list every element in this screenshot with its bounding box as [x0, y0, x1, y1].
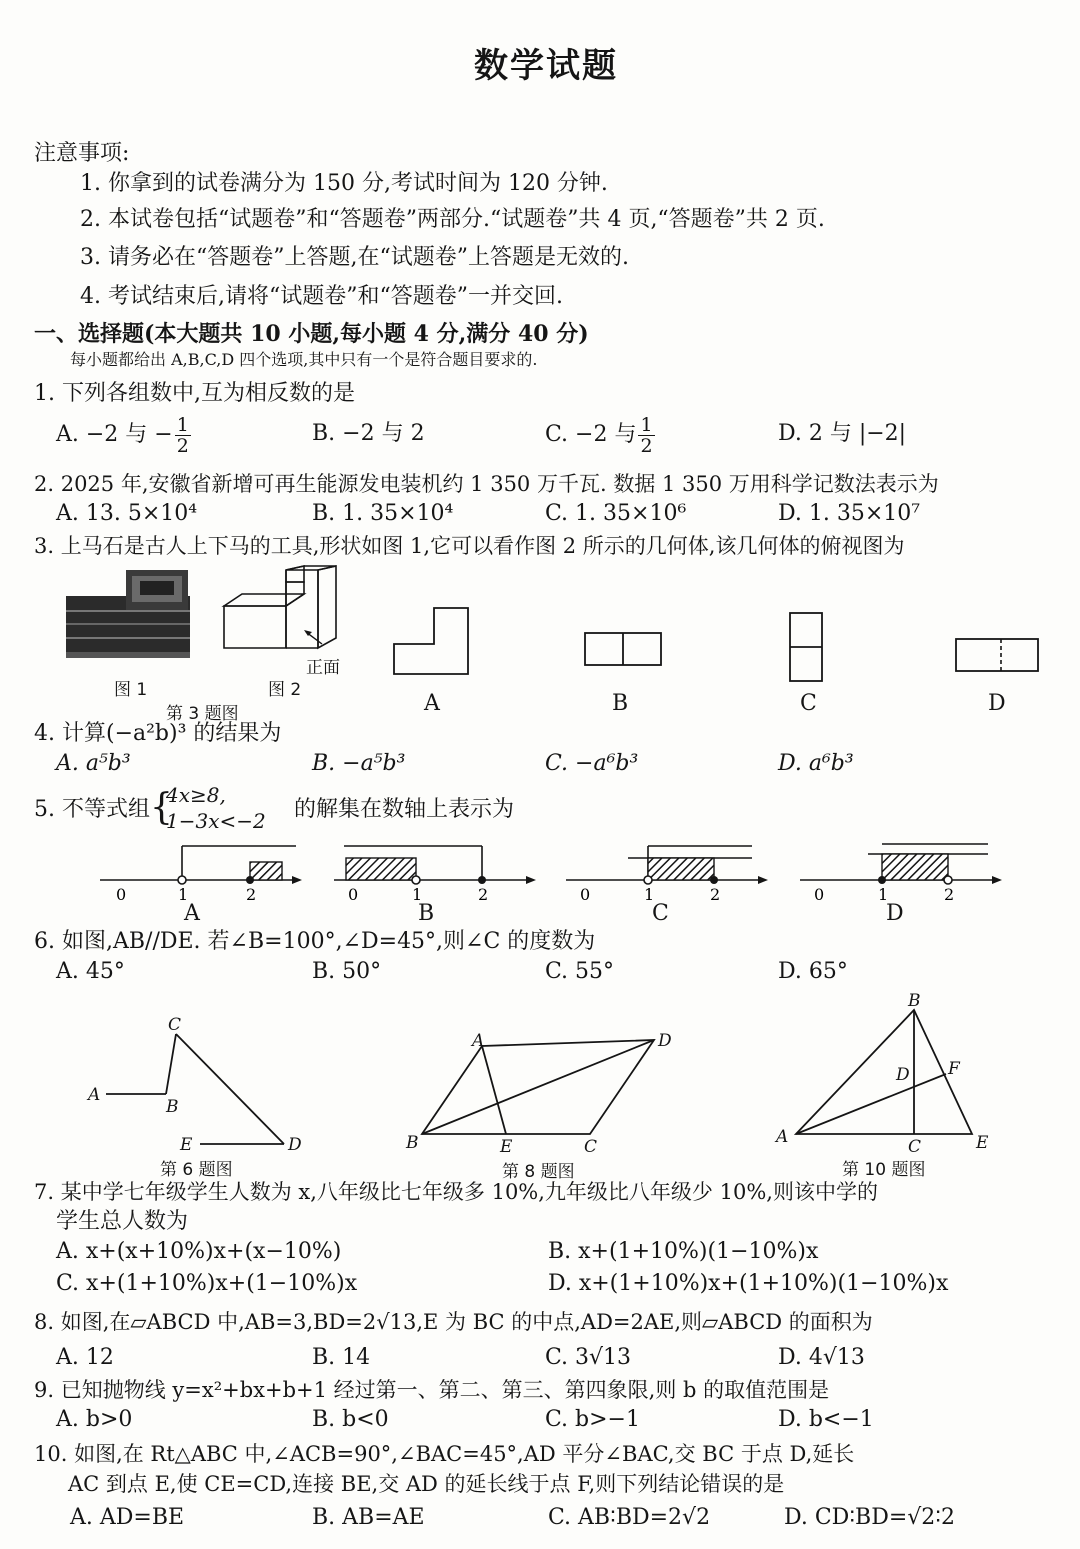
q5c-tick-0: 0: [580, 885, 591, 904]
q8-label-e: E: [500, 1137, 513, 1157]
q7-option-c: C. x+(1+10%)x+(1−10%)x: [56, 1271, 358, 1296]
q5d-tick-0: 0: [814, 885, 825, 904]
q8-option-d: D. 4√13: [778, 1345, 865, 1370]
q2-option-a: A. 13. 5×10⁴: [56, 501, 198, 526]
q3-label-a: A: [424, 691, 440, 716]
q6-label-a: A: [88, 1085, 101, 1105]
q7-stem-2: 学生总人数为: [56, 1209, 189, 1234]
q5a-tick-1: 1: [178, 885, 189, 904]
q8-stem: 8. 如图,在▱ABCD 中,AB=3,BD=2√13,E 为 BC 的中点,AD=2AE,则▱ABCD 的面积为: [34, 1310, 873, 1334]
q10-label-c: C: [908, 1137, 922, 1157]
q6-label-e: E: [180, 1135, 193, 1155]
q7-option-a: A. x+(x+10%)x+(x−10%): [56, 1239, 342, 1264]
q3-view-a: [390, 604, 474, 680]
q6-stem: 6. 如图,AB//DE. 若∠B=100°,∠D=45°,则∠C 的度数为: [34, 929, 596, 954]
q9-option-b: B. b<0: [312, 1407, 389, 1432]
q4-stem: 4. 计算(−a²b)³ 的结果为: [34, 721, 282, 746]
q6-option-a: A. 45°: [56, 959, 125, 984]
q5b-tick-2: 2: [478, 885, 489, 904]
section-instruction: 每小题都给出 A,B,C,D 四个选项,其中只有一个是符合题目要求的.: [70, 350, 538, 369]
q2-option-b: B. 1. 35×10⁴: [312, 501, 454, 526]
q10-caption: 第 10 题图: [842, 1160, 926, 1180]
q6-figure: [84, 1010, 314, 1160]
q5d-tick-2: 2: [944, 885, 955, 904]
note-item-4: 4. 考试结束后,请将“试题卷”和“答题卷”一并交回.: [80, 284, 563, 309]
q5-label-c: C: [652, 901, 669, 926]
q10-stem-1: 10. 如图,在 Rt△ABC 中,∠ACB=90°,∠BAC=45°,AD 平分∠BAC,交 BC 于点 D,延长: [34, 1442, 855, 1466]
q5-label-a: A: [184, 901, 200, 926]
q8-caption: 第 8 题图: [502, 1162, 575, 1182]
q1-stem: 1. 下列各组数中,互为相反数的是: [34, 381, 355, 406]
q8-label-a: A: [472, 1031, 485, 1051]
q6-option-c: C. 55°: [545, 959, 615, 984]
q5-label-b: B: [418, 901, 435, 926]
q5a-tick-0: 0: [116, 885, 127, 904]
q4-option-a: A. a⁵b³: [56, 751, 131, 776]
q1-option-c: C. −2 与 $\frac{1}{2}$: [545, 413, 653, 457]
horse-stone-photo: [66, 566, 190, 662]
q1-option-d: D. 2 与 |−2|: [778, 421, 907, 446]
q8-option-c: C. 3√13: [545, 1345, 632, 1370]
q10-label-b: B: [908, 991, 921, 1011]
q5-line-2: 1−3x<−2: [166, 809, 266, 833]
q6-option-d: D. 65°: [778, 959, 848, 984]
q5c-tick-2: 2: [710, 885, 721, 904]
q5-post: 的解集在数轴上表示为: [294, 797, 515, 822]
q6-option-b: B. 50°: [312, 959, 382, 984]
q5a-tick-2: 2: [246, 885, 257, 904]
q3-label-d: D: [988, 691, 1006, 716]
q7-option-d: D. x+(1+10%)x+(1+10%)(1−10%)x: [548, 1271, 949, 1296]
q3-view-d: [953, 636, 1043, 676]
q5-numberline-c: [562, 838, 772, 906]
q2-stem: 2. 2025 年,安徽省新增可再生能源发电装机约 1 350 万千瓦. 数据 1 350 万用科学记数法表示为: [34, 472, 939, 496]
q3-label-b: B: [612, 691, 629, 716]
q9-option-d: D. b<−1: [778, 1407, 874, 1432]
note-item-2: 2. 本试卷包括“试题卷”和“答题卷”两部分.“试题卷”共 4 页,“答题卷”共 2 页.: [80, 207, 825, 232]
note-item-1: 1. 你拿到的试卷满分为 150 分,考试时间为 120 分钟.: [80, 171, 608, 196]
q10-figure: [772, 988, 1002, 1160]
q10-option-a: A. AD=BE: [70, 1505, 185, 1530]
q2-option-c: C. 1. 35×10⁶: [545, 501, 687, 526]
fig2-label: 图 2: [268, 680, 302, 700]
q10-label-e: E: [976, 1133, 989, 1153]
notes-heading: 注意事项:: [34, 141, 130, 166]
q10-option-d: D. CD∶BD=√2∶2: [784, 1505, 956, 1530]
q9-option-a: A. b>0: [56, 1407, 133, 1432]
page-title: 数学试题: [474, 46, 618, 86]
q3-caption: 第 3 题图: [166, 704, 239, 724]
q6-label-c: C: [168, 1015, 182, 1035]
q3-view-c: [787, 610, 827, 686]
q1-option-a: A. −2 与 − $\frac{1}{2}$: [56, 413, 189, 457]
q8-figure: [400, 1030, 690, 1160]
q4-option-c: C. −a⁶b³: [545, 751, 639, 776]
q3-stem: 3. 上马石是古人上下马的工具,形状如图 1,它可以看作图 2 所示的几何体,该几何体的俯视图为: [34, 534, 905, 558]
q5-numberline-b: [330, 838, 540, 906]
q10-label-f: F: [948, 1059, 960, 1079]
q6-label-b: B: [166, 1097, 179, 1117]
q5-numberline-a: [96, 838, 306, 906]
q8-option-a: A. 12: [56, 1345, 114, 1370]
q5-numberline-d: [796, 838, 1006, 906]
q5c-tick-1: 1: [644, 885, 655, 904]
q5b-tick-1: 1: [412, 885, 423, 904]
q6-label-d: D: [288, 1135, 302, 1155]
q1-option-b: B. −2 与 2: [312, 421, 425, 446]
q9-stem: 9. 已知抛物线 y=x²+bx+b+1 经过第一、第二、第三、第四象限,则 b 的取值范围是: [34, 1378, 830, 1402]
q5-label-d: D: [886, 901, 904, 926]
note-item-3: 3. 请务必在“答题卷”上答题,在“试题卷”上答题是无效的.: [80, 245, 629, 270]
q10-label-d: D: [896, 1065, 910, 1085]
q8-label-b: B: [406, 1133, 419, 1153]
q5-pre: 5. 不等式组: [34, 797, 150, 822]
q4-option-b: B. −a⁵b³: [312, 751, 406, 776]
q5-brace: {: [150, 787, 173, 828]
q5d-tick-1: 1: [878, 885, 889, 904]
q9-option-c: C. b>−1: [545, 1407, 640, 1432]
q5b-tick-0: 0: [348, 885, 359, 904]
q10-label-a: A: [776, 1127, 789, 1147]
q10-stem-2: AC 到点 E,使 CE=CD,连接 BE,交 AD 的延长线于点 F,则下列结论错误的是: [68, 1472, 785, 1496]
q8-option-b: B. 14: [312, 1345, 371, 1370]
fig1-label: 图 1: [114, 680, 148, 700]
q6-caption: 第 6 题图: [160, 1160, 233, 1180]
q8-label-d: D: [658, 1031, 672, 1051]
q8-label-c: C: [584, 1137, 598, 1157]
q2-option-d: D. 1. 35×10⁷: [778, 501, 921, 526]
q4-option-d: D. a⁶b³: [778, 751, 854, 776]
section-heading: 一、选择题(本大题共 10 小题,每小题 4 分,满分 40 分): [34, 321, 589, 347]
q3-view-b: [582, 630, 666, 670]
front-label: 正面: [306, 658, 340, 678]
q7-stem-1: 7. 某中学七年级学生人数为 x,八年级比七年级多 10%,九年级比八年级少 10%,则该中学的: [34, 1180, 878, 1204]
q10-option-c: C. AB∶BD=2√2: [548, 1505, 711, 1530]
q7-option-b: B. x+(1+10%)(1−10%)x: [548, 1239, 819, 1264]
q10-option-b: B. AB=AE: [312, 1505, 425, 1530]
q3-label-c: C: [800, 691, 817, 716]
q5-line-1: 4x≥8,: [166, 783, 226, 807]
